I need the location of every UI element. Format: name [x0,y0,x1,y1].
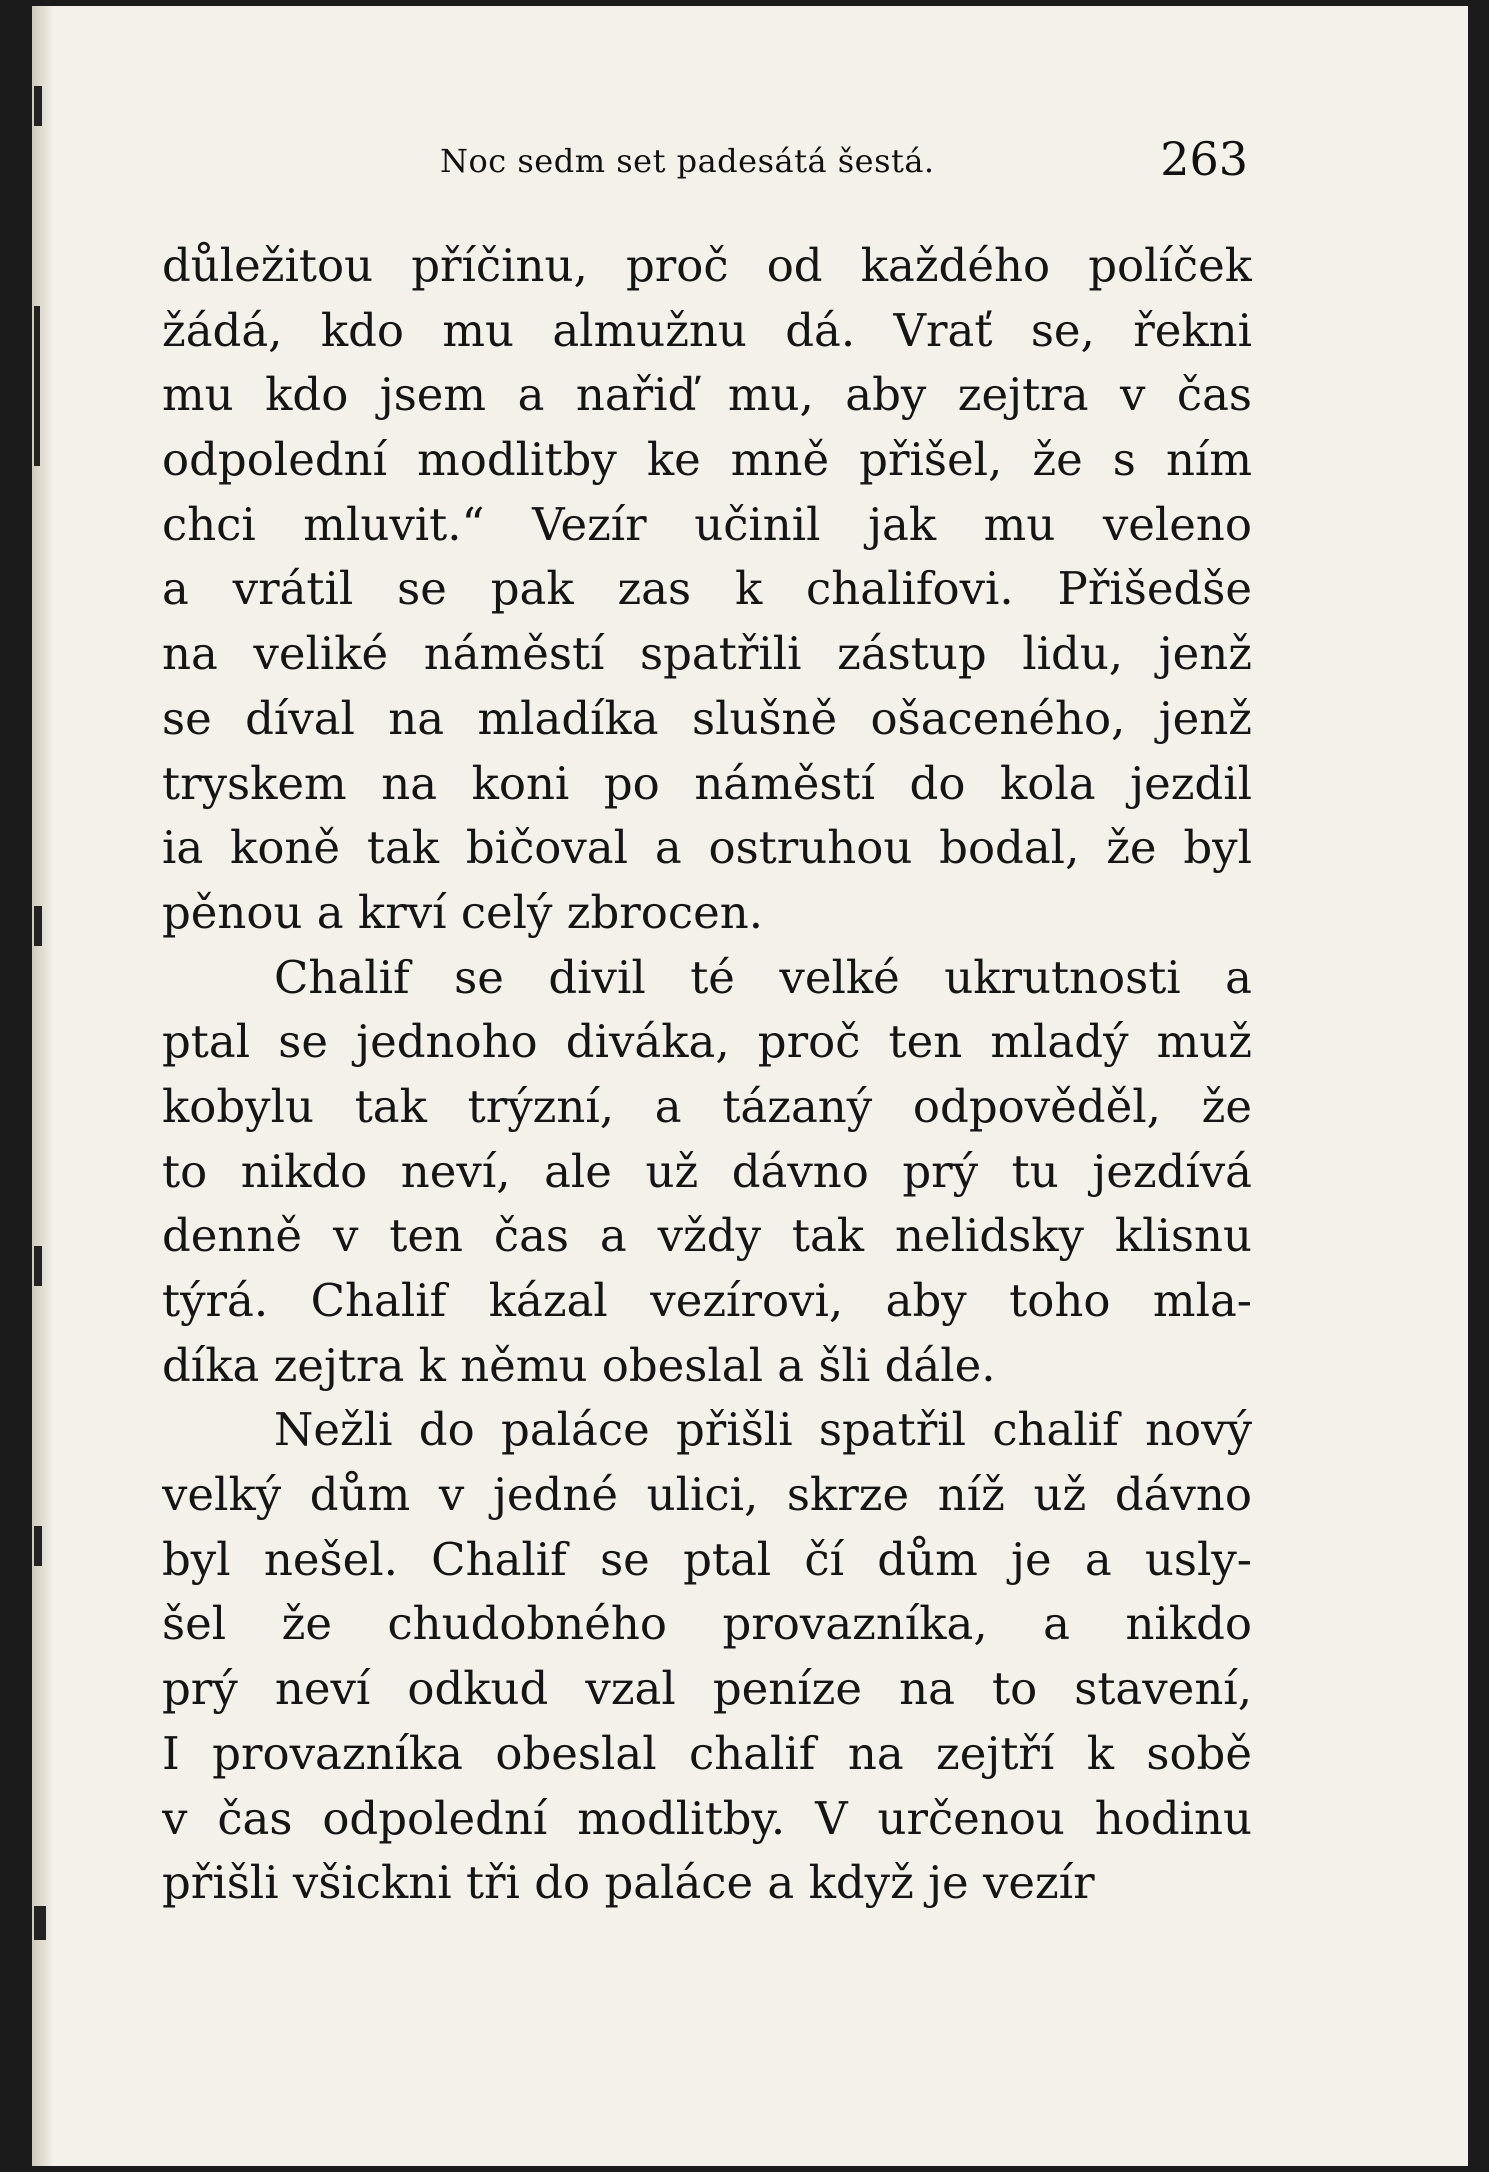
margin-mark [34,306,40,466]
text-line: prý neví odkud vzal peníze na to stavení, [162,1662,1252,1716]
text-line: Nežli do paláce přišli spatřil chalif nový [274,1403,1252,1457]
running-title: Noc sedm set padesátá šestá. [440,142,935,180]
text-line: I provazníka obeslal chalif na zejtří k sobě [162,1726,1252,1780]
text-line: se díval na mladíka slušně ošaceného, jenž [162,691,1252,745]
text-line: chci mluvit.“ Vezír učinil jak mu veleno [162,497,1252,551]
text-line: na veliké náměstí spatřili zástup lidu, jenž [162,627,1252,681]
text-line: přišli všickni tři do paláce a když je vezír [162,1856,1095,1910]
text-line: pěnou a krví celý zbrocen. [162,885,764,939]
margin-mark [34,86,42,126]
paragraph [162,946,1252,1399]
text-line: denně v ten čas a vždy tak nelidsky klisnu [162,1209,1252,1263]
text-line: šel že chudobného provazníka, a nikdo [162,1597,1252,1651]
text-line: a vrátil se pak zas k chalifovi. Přišedše [162,562,1252,616]
margin-mark [34,906,42,946]
text-line: mu kdo jsem a nařiď mu, aby zejtra v čas [162,368,1252,422]
margin-mark [34,1246,42,1286]
text-line: kobylu tak trýzní, a tázaný odpověděl, že [162,1079,1252,1133]
text-line: to nikdo neví, ale už dávno prý tu jezdívá [162,1144,1252,1198]
text-line: žádá, kdo mu almužnu dá. Vrať se, řekni [162,303,1252,357]
text-line: tryskem na koni po náměstí do kola jezdil [162,756,1252,810]
page-header [162,132,1254,192]
text-line: byl nešel. Chalif se ptal čí dům je a usly- [162,1532,1252,1586]
book-page [32,6,1468,2166]
margin-mark [34,1526,42,1566]
text-line: velký dům v jedné ulici, skrze níž už dávno [162,1468,1252,1522]
paragraph [162,1398,1252,1916]
text-line: ptal se jednoho diváka, proč ten mladý muž [162,1015,1252,1069]
text-line: v čas odpolední modlitby. V určenou hodinu [162,1791,1252,1845]
page-number: 263 [1160,132,1248,186]
text-line: ia koně tak bičoval a ostruhou bodal, že byl [162,821,1252,875]
text-line: týrá. Chalif kázal vezírovi, aby toho mla- [162,1274,1252,1327]
text-line: Chalif se divil té velké ukrutnosti a [274,950,1252,1004]
text-line: díka zejtra k němu obeslal a šli dále. [162,1338,996,1392]
text-line: důležitou příčinu, proč od každého políček [162,239,1252,292]
body-text [162,234,1252,1916]
paragraph [162,234,1252,946]
margin-mark [34,1906,46,1940]
text-line: odpolední modlitby ke mně přišel, že s ním [162,433,1252,487]
